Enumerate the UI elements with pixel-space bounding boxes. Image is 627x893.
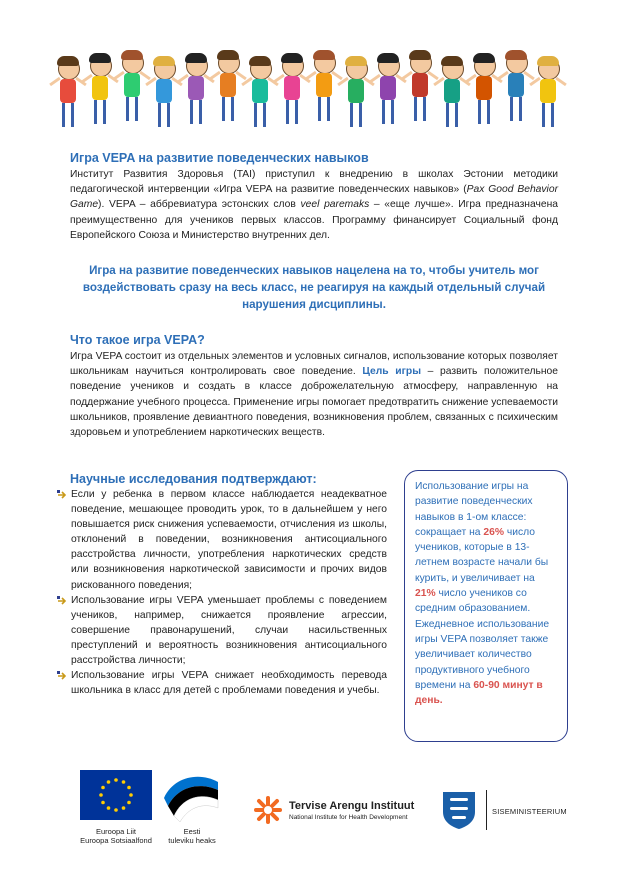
child-figure: [375, 55, 401, 125]
stat-minutes-per-day: 60-90 минут в день.: [415, 679, 543, 707]
child-figure: [407, 52, 433, 122]
bullet-arrow-icon: [57, 596, 67, 606]
tai-logo-icon: [253, 795, 283, 825]
stat-26-percent: 26%: [483, 526, 504, 538]
eu-flag-icon: [80, 770, 152, 820]
child-figure: [503, 52, 529, 122]
statistics-sidebox: [404, 470, 568, 742]
eu-caption-line1: Euroopa Liit: [95, 827, 137, 836]
bullet-arrow-icon: [57, 671, 67, 681]
stat-21-percent: 21%: [415, 588, 436, 600]
bullet-text: Использование игры VEPA уменьшает проблемы с поведением учеников, например, снижается проявление агрессии, совершение правонарушений, случаи насильственных преступлений и вероятность возникновения антисоциального расстройства личности;: [71, 594, 387, 667]
list-item: [57, 593, 387, 668]
eu-star: [114, 778, 118, 782]
eu-star: [114, 808, 118, 812]
section-title-what-is: Что такое игра VEPA?: [70, 333, 205, 347]
intro-text-a: Институт Развития Здоровья (TAI) приступил к внедрению в школах Эстонии методики педагогической интервенции «Игра VEPA на развитие поведенческих навыков» (: [70, 169, 558, 196]
goal-label: Цель игры: [362, 366, 421, 378]
child-figure: [55, 58, 81, 128]
child-figure: [183, 55, 209, 125]
what-is-text-b: – развить положительное поведение учеников и создать в классе доброжелательную атмосферу, направленную на поддержание учебного процесса. Применение игры помогает предотвратить снижение успеваемости школьников, проявление девиантного поведения, возникновения проблем, связанных с психическим здоровьем и употреблением наркотических веществ.: [70, 366, 559, 439]
child-figure: [343, 58, 369, 128]
child-figure: [151, 58, 177, 128]
child-figure: [311, 52, 337, 122]
eu-star: [101, 801, 105, 805]
eu-star: [127, 801, 131, 805]
child-figure: [471, 55, 497, 125]
child-figure: [87, 55, 113, 125]
eu-caption-line2: Euroopa Sotsiaalfond: [80, 836, 152, 845]
tai-name: Tervise Arengu Instituut: [289, 800, 415, 812]
intro-text-italic: Pax Good Behavior Game: [70, 184, 558, 211]
sidebox-text-2: число учеников, которые в 13-летнем возрасте начали бы курить, и увеличивает на: [415, 526, 549, 584]
intro-text-italic2: veel paremaks: [300, 199, 370, 211]
eu-star: [127, 786, 131, 790]
intro-paragraph: [70, 167, 558, 243]
eu-star: [122, 806, 126, 810]
eu-star: [99, 793, 103, 797]
ee-caption-line1: Eesti: [183, 827, 201, 836]
child-figure: [279, 55, 305, 125]
research-bullet-list: [57, 487, 387, 698]
eu-star: [129, 793, 133, 797]
what-is-paragraph: [70, 349, 558, 440]
sidebox-text: [415, 479, 557, 708]
bullet-arrow-icon: [57, 490, 67, 500]
child-figure: [119, 52, 145, 122]
eu-star: [107, 806, 111, 810]
eu-star: [122, 780, 126, 784]
eu-caption: [68, 827, 164, 845]
tai-subtitle: National Institute for Health Development: [289, 814, 408, 821]
child-figure: [215, 52, 241, 122]
intro-text-b: ). VEPA – аббревиатура эстонских слов: [98, 199, 301, 211]
child-figure: [535, 58, 561, 128]
bullet-text: Если у ребенка в первом классе наблюдается неадекватное поведение, мешающее проводить урок, то в дальнейшем у него повышается риск снижения успеваемости, отчисления из школы, отклонений в поведении, возникновения антисоциального расстройства личности, употребления наркотических средств или возникновения наркотической зависимости и прочих видов рискованного поведения;: [71, 489, 387, 591]
child-figure: [439, 58, 465, 128]
bullet-text: Использование игры VEPA снижает необходимость перевода школьника в класс для детей с проблемами поведения и учебы.: [71, 670, 387, 697]
ee-caption: [164, 827, 220, 845]
section-title-vepa: Игра VEPA на развитие поведенческих навыков: [70, 151, 369, 165]
sidebox-text-1: Использование игры на развитие поведенческих навыков в 1-ом классе: сокращает на: [415, 481, 533, 538]
child-figure: [247, 58, 273, 128]
ministry-name: SISEMINISTEERIUM: [492, 807, 567, 816]
ministry-divider: [486, 790, 487, 830]
children-illustration: [55, 48, 575, 128]
intro-text-c: – «еще лучше». Игра предназначена преимущественно для учеников первых классов. Программу финансирует Социальный фонд Европейского Союза и Министерство внутренних дел.: [70, 199, 558, 241]
list-item: [57, 487, 387, 593]
estonia-flag-logo: [160, 768, 220, 824]
eu-star: [101, 786, 105, 790]
eu-star: [107, 780, 111, 784]
callout-text: Игра на развитие поведенческих навыков нацелена на то, чтобы учитель мог воздействовать сразу на весь класс, не реагируя на каждый отдельный случай нарушения дисциплины.: [82, 264, 546, 311]
list-item: [57, 668, 387, 698]
lions-coat-of-arms-icon: [440, 790, 478, 830]
what-is-text-a: Игра VEPA состоит из отдельных элементов и условных сигналов, использование которых позволяет школьникам научиться контролировать свое поведение.: [70, 351, 558, 378]
sidebox-text-3: число учеников со средним образованием. Ежедневное использование игры VEPA позволяет также увеличивает количество продуктивного учебного времени на: [415, 588, 550, 691]
ee-caption-line2: tuleviku heaks: [168, 836, 216, 845]
section-title-research: Научные исследования подтверждают:: [70, 472, 317, 486]
